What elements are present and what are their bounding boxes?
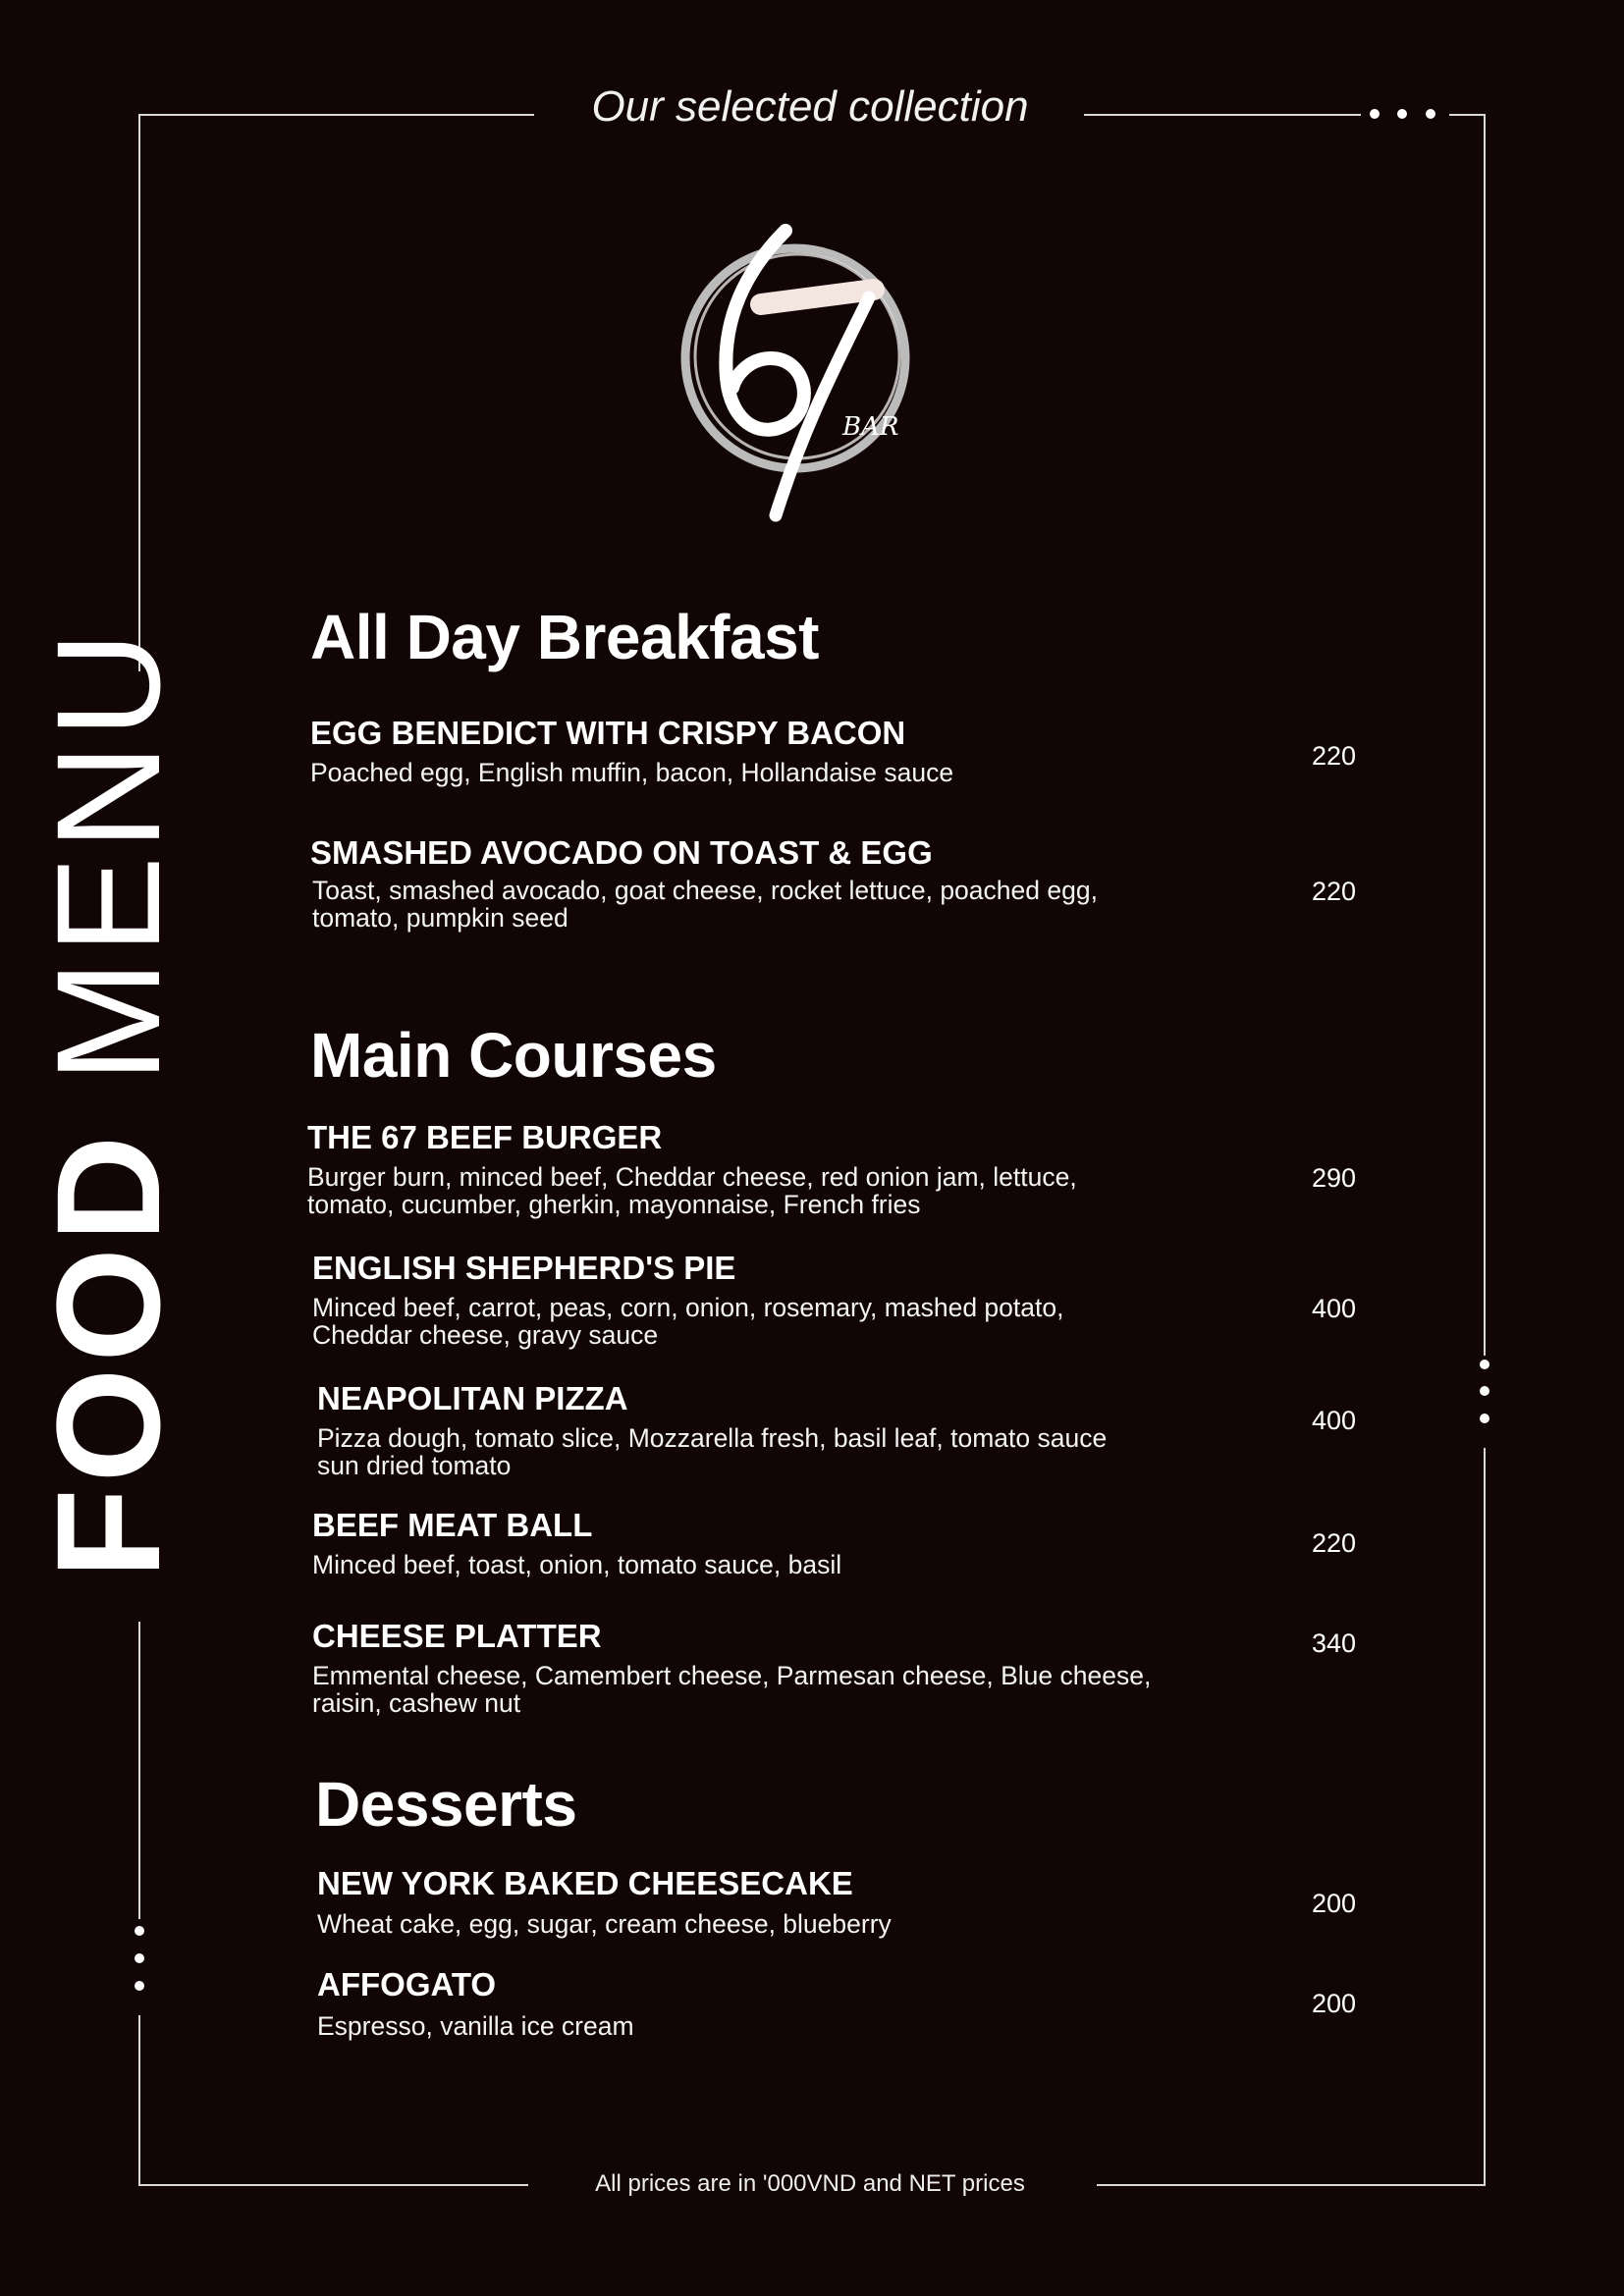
menu-item-price: 200	[1312, 1989, 1357, 2018]
page-title	[26, 625, 190, 1578]
menu-item-name: AFFOGATO	[317, 1966, 497, 2002]
ornament-dot	[1397, 109, 1407, 119]
menu-item-desc: Wheat cake, egg, sugar, cream cheese, blueberry	[317, 1909, 892, 1939]
menu-item-name: CHEESE PLATTER	[312, 1618, 602, 1654]
frame-left-bottom	[138, 2015, 140, 2186]
frame-top-left	[138, 114, 534, 116]
ornament-dot	[1480, 1414, 1489, 1423]
menu-item-name: BEEF MEAT BALL	[312, 1507, 593, 1543]
menu-item-price: 220	[1312, 1528, 1357, 1558]
menu-item-price: 220	[1312, 741, 1357, 771]
menu-item-name: NEAPOLITAN PIZZA	[317, 1380, 628, 1416]
menu-item-desc: Minced beef, toast, onion, tomato sauce, basil	[312, 1550, 842, 1579]
menu-item-desc: Emmental cheese, Camembert cheese, Parmesan cheese, Blue cheese, raisin, cashew nut	[312, 1661, 1152, 1718]
frame-left-top	[138, 114, 140, 671]
frame-left-middle	[138, 1622, 140, 1919]
menu-item-price: 400	[1312, 1406, 1357, 1435]
frame-top-corner	[1449, 114, 1486, 116]
frame-top-right	[1084, 114, 1361, 116]
frame-right-lower	[1484, 1448, 1486, 2186]
menu-item-name: THE 67 BEEF BURGER	[307, 1119, 663, 1155]
menu-item-desc: Burger burn, minced beef, Cheddar cheese, red onion jam, lettuce, tomato, cucumber, gherkin, mayonnaise, French fries	[307, 1162, 1077, 1219]
logo-text: BAR	[842, 412, 899, 442]
menu-item-desc: Poached egg, English muffin, bacon, Hollandaise sauce	[310, 758, 954, 787]
ornament-dot	[135, 1926, 144, 1936]
price-note: All prices are in '000VND and NET prices	[595, 2170, 1025, 2197]
frame-bottom-right	[1097, 2184, 1486, 2186]
menu-item-desc: Toast, smashed avocado, goat cheese, rocket lettuce, poached egg, tomato, pumpkin seed	[312, 876, 1098, 933]
menu-item-name: NEW YORK BAKED CHEESECAKE	[317, 1865, 853, 1901]
page-title-light: MENU	[26, 625, 190, 1130]
tagline: Our selected collection	[591, 82, 1029, 131]
menu-item-desc: Minced beef, carrot, peas, corn, onion, rosemary, mashed potato, Cheddar cheese, gravy sauce	[312, 1293, 1064, 1350]
bar-logo	[668, 211, 923, 525]
menu-item-name: SMASHED AVOCADO ON TOAST & EGG	[310, 834, 933, 871]
menu-item-price: 290	[1312, 1163, 1357, 1193]
frame-right-upper	[1484, 114, 1486, 1356]
menu-item-name: ENGLISH SHEPHERD'S PIE	[312, 1250, 736, 1286]
menu-item-name: EGG BENEDICT WITH CRISPY BACON	[310, 715, 906, 751]
menu-item-price: 200	[1312, 1889, 1357, 1918]
section-title-desserts: Desserts	[315, 1769, 577, 1840]
ornament-dot	[135, 1981, 144, 1991]
menu-item-price: 220	[1312, 877, 1357, 906]
section-title-breakfast: All Day Breakfast	[310, 602, 819, 672]
menu-item-price: 340	[1312, 1629, 1357, 1658]
frame-bottom-left	[138, 2184, 528, 2186]
page-title-bold: FOOD	[26, 1129, 190, 1578]
ornament-dot	[1370, 109, 1380, 119]
ornament-dot	[1480, 1360, 1489, 1369]
ornament-dot	[1426, 109, 1435, 119]
menu-item-desc: Espresso, vanilla ice cream	[317, 2011, 634, 2041]
ornament-dot	[135, 1953, 144, 1963]
ornament-dot	[1480, 1386, 1489, 1396]
menu-item-price: 400	[1312, 1294, 1357, 1323]
section-title-mains: Main Courses	[310, 1020, 717, 1091]
menu-item-desc: Pizza dough, tomato slice, Mozzarella fresh, basil leaf, tomato sauce sun dried tomato	[317, 1423, 1108, 1480]
